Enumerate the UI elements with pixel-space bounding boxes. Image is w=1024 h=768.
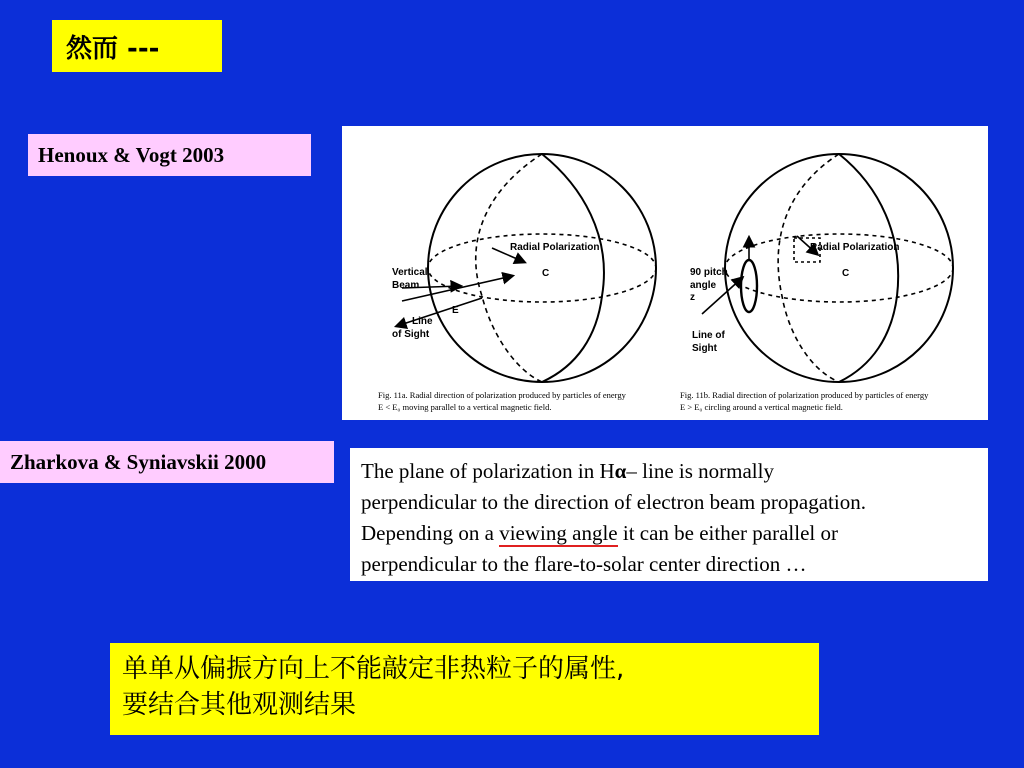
left-e-label: E xyxy=(452,305,459,316)
left-sight-label: of Sight xyxy=(392,329,430,340)
viewing-angle-underline: viewing angle xyxy=(499,521,618,545)
polarization-diagram xyxy=(342,126,988,420)
right-caption-line1: Fig. 11b. Radial direction of polarization produced by particles of energy xyxy=(680,390,929,400)
conclusion-box xyxy=(110,643,819,735)
description-line-2: perpendicular to the direction of electron beam propagation. xyxy=(361,490,866,514)
polarization-figure xyxy=(342,126,988,420)
right-line-label: Line of xyxy=(692,330,725,341)
left-radial-label: Radial Polarization xyxy=(510,242,600,253)
reference-henoux-vogt: Henoux & Vogt 2003 xyxy=(28,134,311,176)
left-beam-label: Beam xyxy=(392,280,420,291)
reference-zharkova-syniavskii: Zharkova & Syniavskii 2000 xyxy=(0,441,334,483)
left-vertical-label: Vertical xyxy=(392,267,428,278)
right-pitch-label: 90 pitch xyxy=(690,267,728,278)
description-text xyxy=(350,448,988,581)
left-sphere xyxy=(397,154,656,382)
description-line-3: Depending on a viewing angle it can be either parallel or xyxy=(361,521,838,545)
right-caption-line2: E > E₀ circling around a vertical magnetic field. xyxy=(680,402,843,412)
left-c-label: C xyxy=(542,268,550,279)
description-line-4: perpendicular to the flare-to-solar center direction … xyxy=(361,552,807,576)
left-caption-line2: E < E₀ moving parallel to a vertical magnetic field. xyxy=(378,402,552,412)
description-line-1: The plane of polarization in Hα– line is normally xyxy=(361,459,774,483)
right-c-label: C xyxy=(842,268,850,279)
left-caption-line1: Fig. 11a. Radial direction of polarization produced by particles of energy xyxy=(378,390,626,400)
right-sphere xyxy=(702,154,953,382)
left-line-label: Line xyxy=(412,316,433,327)
conclusion-line-1: 单单从偏振方向上不能敲定非热粒子的属性, xyxy=(122,654,625,684)
right-angle-label: angle xyxy=(690,280,717,291)
right-sight-label: Sight xyxy=(692,343,717,354)
right-radial-label: Radial Polarization xyxy=(810,242,900,253)
slide-title: 然而 --- xyxy=(52,20,222,72)
right-z-label: z xyxy=(690,292,695,303)
conclusion-line-2: 要结合其他观测结果 xyxy=(122,690,357,720)
alpha-symbol: α xyxy=(614,459,627,483)
